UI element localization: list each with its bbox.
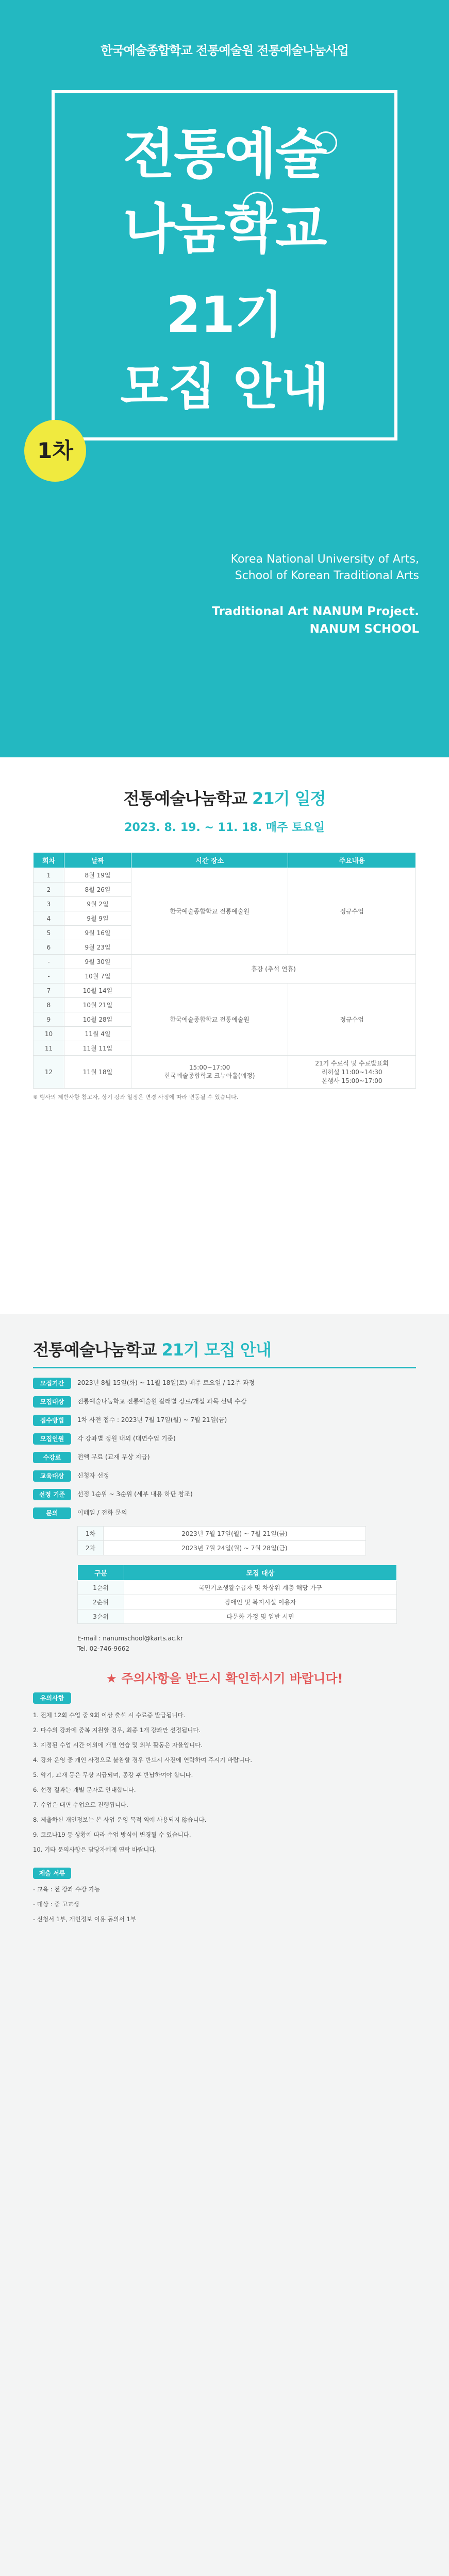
session-number: 9 bbox=[34, 1012, 64, 1027]
session-date: 10월 28일 bbox=[64, 1012, 131, 1027]
recruit-items bbox=[33, 1378, 416, 1519]
notice-item: 2. 다수의 강좌에 중복 지원할 경우, 최종 1개 강좌만 선정됩니다. bbox=[33, 1726, 201, 1734]
contact-phone: Tel. 02-746-9662 bbox=[77, 1645, 130, 1652]
recruit-tag: 모집기간 bbox=[33, 1378, 71, 1389]
session-number: 4 bbox=[34, 911, 64, 926]
notice-item: 7. 수업은 대면 수업으로 진행됩니다. bbox=[33, 1801, 128, 1808]
warning-heading: ★ 주의사항을 반드시 확인하시기 바랍니다! bbox=[106, 1671, 343, 1686]
recruit-title-a: 전통예술나눔학교 bbox=[33, 1340, 162, 1360]
schedule-title bbox=[33, 786, 416, 809]
session-number: 3 bbox=[34, 897, 64, 911]
hero-en-school-line: School of Korean Traditional Arts bbox=[235, 569, 419, 582]
notice-item: 8. 제출하신 개인정보는 본 사업 운영 목적 외에 사용되지 않습니다. bbox=[33, 1816, 207, 1823]
hero-en-project bbox=[212, 603, 419, 638]
table-row bbox=[78, 1581, 397, 1595]
final-content-line: 리허설 11:00~14:30 bbox=[321, 1069, 383, 1076]
session-number: - bbox=[34, 969, 64, 984]
table-header: 날짜 bbox=[64, 853, 131, 868]
schedule-table bbox=[33, 852, 416, 1089]
recruit-item bbox=[33, 1507, 416, 1519]
schedule-note: ※ 행사의 제반사항 참고자, 상기 강좌 일정은 변경 사정에 따라 변동될 수 있습니다. bbox=[33, 1094, 239, 1100]
session-date: 9월 23일 bbox=[64, 940, 131, 955]
recruit-text: 이메일 / 전화 문의 bbox=[77, 1509, 127, 1516]
hero-title-line1: 전통예술 bbox=[123, 123, 326, 185]
contact-info bbox=[77, 1633, 416, 1654]
apply-table-body bbox=[78, 1527, 366, 1555]
table-row bbox=[78, 1541, 366, 1555]
table-header: 모집 대상 bbox=[124, 1565, 397, 1581]
table-row bbox=[34, 984, 416, 998]
priority-rank: 2순위 bbox=[78, 1595, 124, 1609]
final-content-line: 21기 수료식 및 수료발표회 bbox=[315, 1060, 389, 1067]
session-number: 11 bbox=[34, 1041, 64, 1056]
hero-en-project-line: Traditional Art NANUM Project. bbox=[212, 605, 419, 618]
table-header: 회차 bbox=[34, 853, 64, 868]
recruit-title-b: 21기 모집 안내 bbox=[161, 1340, 271, 1360]
docs-item: - 신청서 1부, 개인정보 이용 동의서 1부 bbox=[33, 1916, 136, 1923]
divider bbox=[33, 1367, 416, 1368]
schedule-period: 2023. 8. 19. ~ 11. 18. 매주 토요일 bbox=[124, 821, 325, 834]
session-date: 8월 26일 bbox=[64, 883, 131, 897]
recruit-text: 전통예술나눔학교 전통예술원 갈래별 장르/개설 과목 선택 수강 bbox=[77, 1398, 247, 1405]
table-header: 시간 장소 bbox=[131, 853, 288, 868]
table-row bbox=[78, 1527, 366, 1541]
final-place: 한국예술종합학교 크누아홀(예정) bbox=[164, 1072, 255, 1079]
recruit-item bbox=[33, 1489, 416, 1500]
hero-banner bbox=[0, 0, 449, 757]
hero-pre-title: 한국예술종합학교 전통예술원 전통예술나눔사업 bbox=[101, 43, 348, 58]
hero-en-school bbox=[231, 551, 419, 584]
final-session-place bbox=[131, 1056, 288, 1089]
session-number: 8 bbox=[34, 998, 64, 1012]
notice-item: 9. 코로나19 등 상황에 따라 수업 방식이 변경될 수 있습니다. bbox=[33, 1831, 191, 1838]
final-content-line: 본행사 15:00~17:00 bbox=[321, 1077, 383, 1084]
contact-email: E-mail : nanumschool@karts.ac.kr bbox=[77, 1635, 184, 1642]
session-number: 12 bbox=[34, 1056, 64, 1089]
table-row bbox=[34, 1056, 416, 1089]
session-number: 6 bbox=[34, 940, 64, 955]
recruit-text: 2023년 8월 15일(화) ~ 11월 18일(토) 매주 토요일 / 12주 과정 bbox=[77, 1379, 255, 1386]
session-number: - bbox=[34, 955, 64, 969]
table-row bbox=[34, 868, 416, 883]
session-date: 11월 4일 bbox=[64, 1027, 131, 1041]
recruit-text: 1차 사전 접수 : 2023년 7월 17일(월) ~ 7월 21일(금) bbox=[77, 1416, 227, 1423]
recruit-title bbox=[33, 1337, 416, 1361]
session-number: 2 bbox=[34, 883, 64, 897]
hero-en-school-line: Korea National University of Arts, bbox=[230, 553, 419, 566]
table-row bbox=[78, 1595, 397, 1609]
table-header: 주요내용 bbox=[288, 853, 416, 868]
recruit-text: 선정 1순위 ~ 3순위 (세부 내용 하단 참조) bbox=[77, 1490, 193, 1498]
session-date: 9월 30일 bbox=[64, 955, 131, 969]
priority-rank: 3순위 bbox=[78, 1609, 124, 1624]
apply-table bbox=[77, 1526, 366, 1555]
notice-item: 6. 선정 결과는 개별 문자로 안내합니다. bbox=[33, 1786, 136, 1793]
session-content: 정규수업 bbox=[288, 984, 416, 1056]
docs-list bbox=[33, 1884, 416, 1925]
schedule-section bbox=[0, 757, 449, 1314]
hero-title-line2: 나눔학교 bbox=[123, 197, 326, 260]
schedule-title-a: 전통예술나눔학교 bbox=[123, 789, 252, 808]
table-row bbox=[34, 955, 416, 969]
priority-rank: 1순위 bbox=[78, 1581, 124, 1595]
recruit-text: 전액 무료 (교재 무상 지급) bbox=[77, 1453, 150, 1461]
final-content bbox=[288, 1056, 416, 1089]
session-date: 10월 7일 bbox=[64, 969, 131, 984]
priority-target: 국민기초생활수급자 및 차상위 계층 해당 가구 bbox=[124, 1581, 397, 1595]
session-number: 10 bbox=[34, 1027, 64, 1041]
session-date: 9월 2일 bbox=[64, 897, 131, 911]
priority-table-body bbox=[78, 1581, 397, 1624]
recruit-item bbox=[33, 1378, 416, 1389]
docs-item: - 교육 : 전 강좌 수강 가능 bbox=[33, 1886, 100, 1893]
apply-round: 2차 bbox=[78, 1541, 104, 1555]
recruit-tag: 모집인원 bbox=[33, 1433, 71, 1445]
recruit-item bbox=[33, 1452, 416, 1463]
round-badge: 1차 bbox=[24, 420, 86, 482]
apply-period: 2023년 7월 24일(월) ~ 7월 28일(금) bbox=[103, 1541, 365, 1555]
recruit-tag: 선정 기준 bbox=[33, 1489, 71, 1500]
apply-round: 1차 bbox=[78, 1527, 104, 1541]
docs-item: - 대상 : 중 고교생 bbox=[33, 1901, 79, 1908]
notice-list bbox=[33, 1710, 416, 1855]
session-date: 11월 18일 bbox=[64, 1056, 131, 1089]
notice-item: 4. 강좌 운영 중 개인 사정으로 불참할 경우 반드시 사전에 연락하여 주시기 바랍니다. bbox=[33, 1756, 253, 1764]
session-date: 10월 14일 bbox=[64, 984, 131, 998]
recruit-tag: 교육대상 bbox=[33, 1470, 71, 1482]
session-date: 9월 16일 bbox=[64, 926, 131, 940]
recruit-text: 신청자 선정 bbox=[77, 1472, 109, 1479]
session-date: 8월 19일 bbox=[64, 868, 131, 883]
session-date: 11월 11일 bbox=[64, 1041, 131, 1056]
table-header: 구분 bbox=[78, 1565, 124, 1581]
recruit-section bbox=[0, 1314, 449, 2576]
recruit-tag: 모집대상 bbox=[33, 1396, 71, 1408]
priority-target: 다문화 가정 및 일반 시민 bbox=[124, 1609, 397, 1624]
hero-en-project-line: NANUM SCHOOL bbox=[309, 622, 419, 636]
session-number: 5 bbox=[34, 926, 64, 940]
notice-item: 1. 전체 12회 수업 중 9회 이상 출석 시 수료증 발급됩니다. bbox=[33, 1711, 186, 1719]
holiday-note: 휴강 (추석 연휴) bbox=[131, 955, 416, 984]
hero-title-line3: 21기 bbox=[166, 286, 283, 344]
notice-item: 5. 악기, 교재 등은 무상 지급되며, 종강 후 반납하여야 합니다. bbox=[33, 1771, 193, 1778]
session-content: 정규수업 bbox=[288, 868, 416, 955]
schedule-table-body bbox=[34, 868, 416, 1089]
priority-target: 장애인 및 복지시설 이용자 bbox=[124, 1595, 397, 1609]
docs-tag: 제출 서류 bbox=[33, 1868, 71, 1879]
recruit-item bbox=[33, 1396, 416, 1408]
priority-table bbox=[77, 1565, 397, 1624]
session-place: 한국예술종합학교 전통예술원 bbox=[131, 984, 288, 1056]
session-number: 1 bbox=[34, 868, 64, 883]
session-date: 10월 21일 bbox=[64, 998, 131, 1012]
schedule-title-b: 21기 일정 bbox=[252, 789, 326, 808]
notice-tag: 유의사항 bbox=[33, 1692, 71, 1704]
session-number: 7 bbox=[34, 984, 64, 998]
recruit-item bbox=[33, 1433, 416, 1445]
recruit-text: 각 강좌별 정원 내외 (대면수업 기준) bbox=[77, 1435, 176, 1442]
final-time: 15:00~17:00 bbox=[189, 1064, 230, 1071]
recruit-tag: 문의 bbox=[33, 1507, 71, 1519]
recruit-tag: 접수방법 bbox=[33, 1415, 71, 1426]
recruit-tag: 수강료 bbox=[33, 1452, 71, 1463]
session-place: 한국예술종합학교 전통예술원 bbox=[131, 868, 288, 955]
session-date: 9월 9일 bbox=[64, 911, 131, 926]
recruit-item bbox=[33, 1470, 416, 1482]
hero-title-line4: 모집 안내 bbox=[120, 358, 329, 416]
notice-item: 10. 기타 문의사항은 담당자에게 연락 바랍니다. bbox=[33, 1846, 157, 1853]
apply-period: 2023년 7월 17일(월) ~ 7월 21일(금) bbox=[103, 1527, 365, 1541]
recruit-item bbox=[33, 1415, 416, 1426]
table-row bbox=[78, 1609, 397, 1624]
notice-item: 3. 지정된 수업 시간 이외에 개별 연습 및 외부 활동은 자율입니다. bbox=[33, 1741, 203, 1749]
